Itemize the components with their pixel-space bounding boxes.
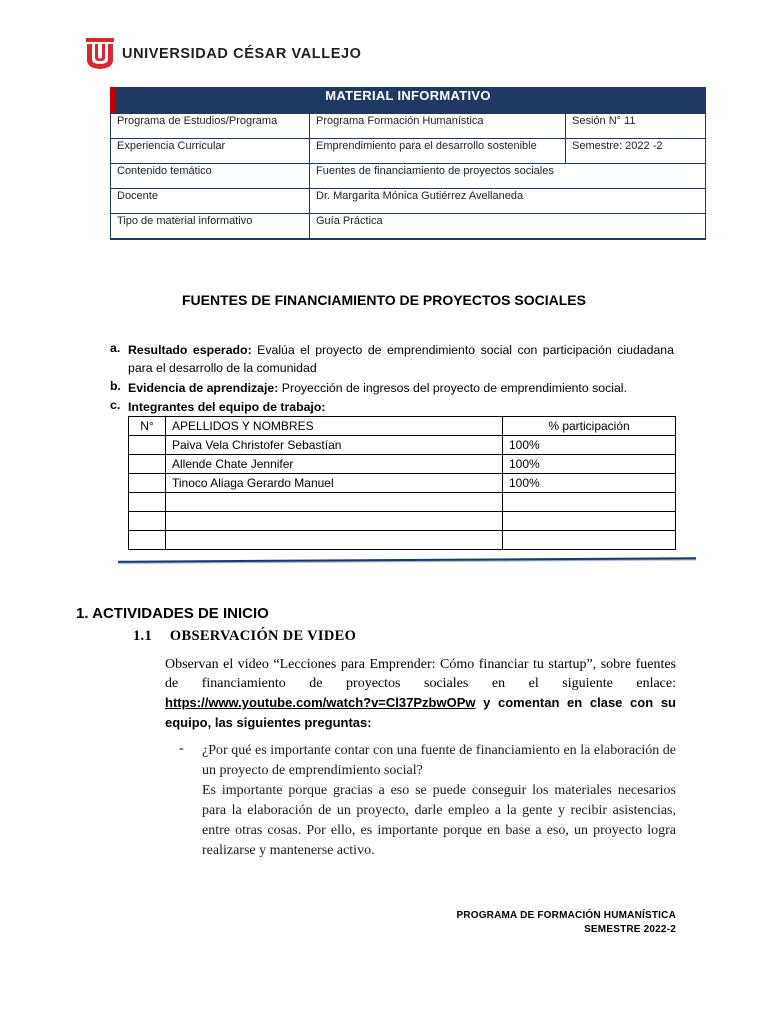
table-row	[111, 214, 706, 240]
list-marker: b.	[110, 379, 121, 393]
table-cell	[503, 493, 676, 512]
table-cell: Programa de Estudios/Programa	[111, 114, 310, 139]
university-name: UNIVERSIDAD CÉSAR VALLEJO	[122, 46, 362, 62]
document-title: FUENTES DE FINANCIAMIENTO DE PROYECTOS SOCIALES	[182, 292, 586, 308]
paragraph-lead: Observan el video “Lecciones para Emprender: Cómo financiar tu startup”, sobre fuentes de financiamiento de proyectos sociales en el siguiente enlace:	[165, 657, 676, 691]
table-row	[129, 474, 676, 493]
answer-text: Es importante porque gracias a eso se puede conseguir los materiales necesarios para la elaboración de un proyecto, darle empleo a la gente y recibir asistencias, entre otras cosas. Por ello, es importante porque en base a eso, un proyecto logra realizarse y mantenerse activo.	[202, 783, 676, 858]
table-cell	[129, 474, 166, 493]
question-block	[202, 741, 676, 861]
table-cell	[129, 512, 166, 531]
table-cell: 100%	[503, 436, 676, 455]
column-header: % participación	[503, 417, 676, 436]
table-cell: Guía Práctica	[310, 214, 706, 240]
paragraph-tail: y comentan en clase con su equipo, las siguientes preguntas:	[165, 695, 676, 730]
footer-program: PROGRAMA DE FORMACIÓN HUMANÍSTICA	[456, 910, 676, 921]
expected-result-item	[128, 341, 674, 377]
table-row	[111, 114, 706, 139]
question-text: ¿Por qué es importante contar con una fuente de financiamiento en la elaboración de un proyecto de emprendimiento social?	[202, 743, 676, 778]
table-cell: Semestre: 2022 -2	[566, 139, 706, 164]
section-heading: 1. ACTIVIDADES DE INICIO	[76, 605, 269, 622]
evidence-item	[128, 379, 674, 397]
item-label: Evidencia de aprendizaje:	[128, 381, 279, 395]
team-members-table	[128, 416, 676, 550]
list-marker: c.	[110, 398, 121, 412]
video-link[interactable]: https://www.youtube.com/watch?v=Cl37PzbwOPw	[165, 695, 476, 710]
ucv-logo-icon	[84, 36, 116, 70]
section-divider	[118, 557, 696, 563]
table-cell	[129, 455, 166, 474]
table-cell	[503, 531, 676, 550]
table-cell: Docente	[111, 189, 310, 214]
item-text: Evalúa el proyecto de emprendimiento social con participación ciudadana para el desarrollo de la comunidad	[128, 343, 674, 375]
material-banner	[110, 87, 706, 113]
table-cell: Tinoco Aliaga Gerardo Manuel	[166, 474, 503, 493]
banner-title: MATERIAL INFORMATIVO	[325, 88, 491, 103]
table-row	[129, 436, 676, 455]
table-row	[111, 164, 706, 189]
table-row	[111, 139, 706, 164]
table-cell: Experiencia Curricular	[111, 139, 310, 164]
table-row	[129, 531, 676, 550]
subsection-heading	[133, 628, 356, 645]
table-row	[111, 189, 706, 214]
item-label: Resultado esperado:	[128, 343, 252, 357]
item-text: Proyección de ingresos del proyecto de emprendimiento social.	[278, 381, 627, 395]
table-cell: 100%	[503, 474, 676, 493]
footer	[456, 909, 676, 937]
instructions-paragraph	[165, 655, 676, 733]
table-row	[129, 455, 676, 474]
table-cell	[129, 531, 166, 550]
team-members-item	[128, 398, 674, 416]
table-cell: Fuentes de financiamiento de proyectos sociales	[310, 164, 706, 189]
table-cell	[129, 493, 166, 512]
column-header: N°	[129, 417, 166, 436]
table-cell: Contenido temático	[111, 164, 310, 189]
subsection-number: 1.1	[133, 628, 153, 644]
table-cell: Sesión N° 11	[566, 114, 706, 139]
item-label: Integrantes del equipo de trabajo:	[128, 400, 326, 414]
table-cell: Programa Formación Humanística	[310, 114, 566, 139]
table-row	[129, 493, 676, 512]
table-cell	[166, 493, 503, 512]
table-cell	[129, 436, 166, 455]
table-cell	[166, 531, 503, 550]
list-marker: a.	[110, 341, 121, 355]
footer-semester: SEMESTRE 2022-2	[584, 924, 676, 935]
table-header-row	[129, 417, 676, 436]
column-header: APELLIDOS Y NOMBRES	[166, 417, 503, 436]
table-cell: 100%	[503, 455, 676, 474]
table-cell: Dr. Margarita Mónica Gutiérrez Avellaneda	[310, 189, 706, 214]
question-dash: -	[179, 741, 184, 756]
table-row	[129, 512, 676, 531]
table-cell	[503, 512, 676, 531]
table-cell	[166, 512, 503, 531]
table-cell: Paiva Vela Christofer Sebastían	[166, 436, 503, 455]
course-info-table	[110, 113, 706, 240]
table-cell: Allende Chate Jennifer	[166, 455, 503, 474]
table-cell: Emprendimiento para el desarrollo sostenible	[310, 139, 566, 164]
table-cell: Tipo de material informativo	[111, 214, 310, 240]
subsection-title: OBSERVACIÓN DE VIDEO	[169, 628, 357, 644]
